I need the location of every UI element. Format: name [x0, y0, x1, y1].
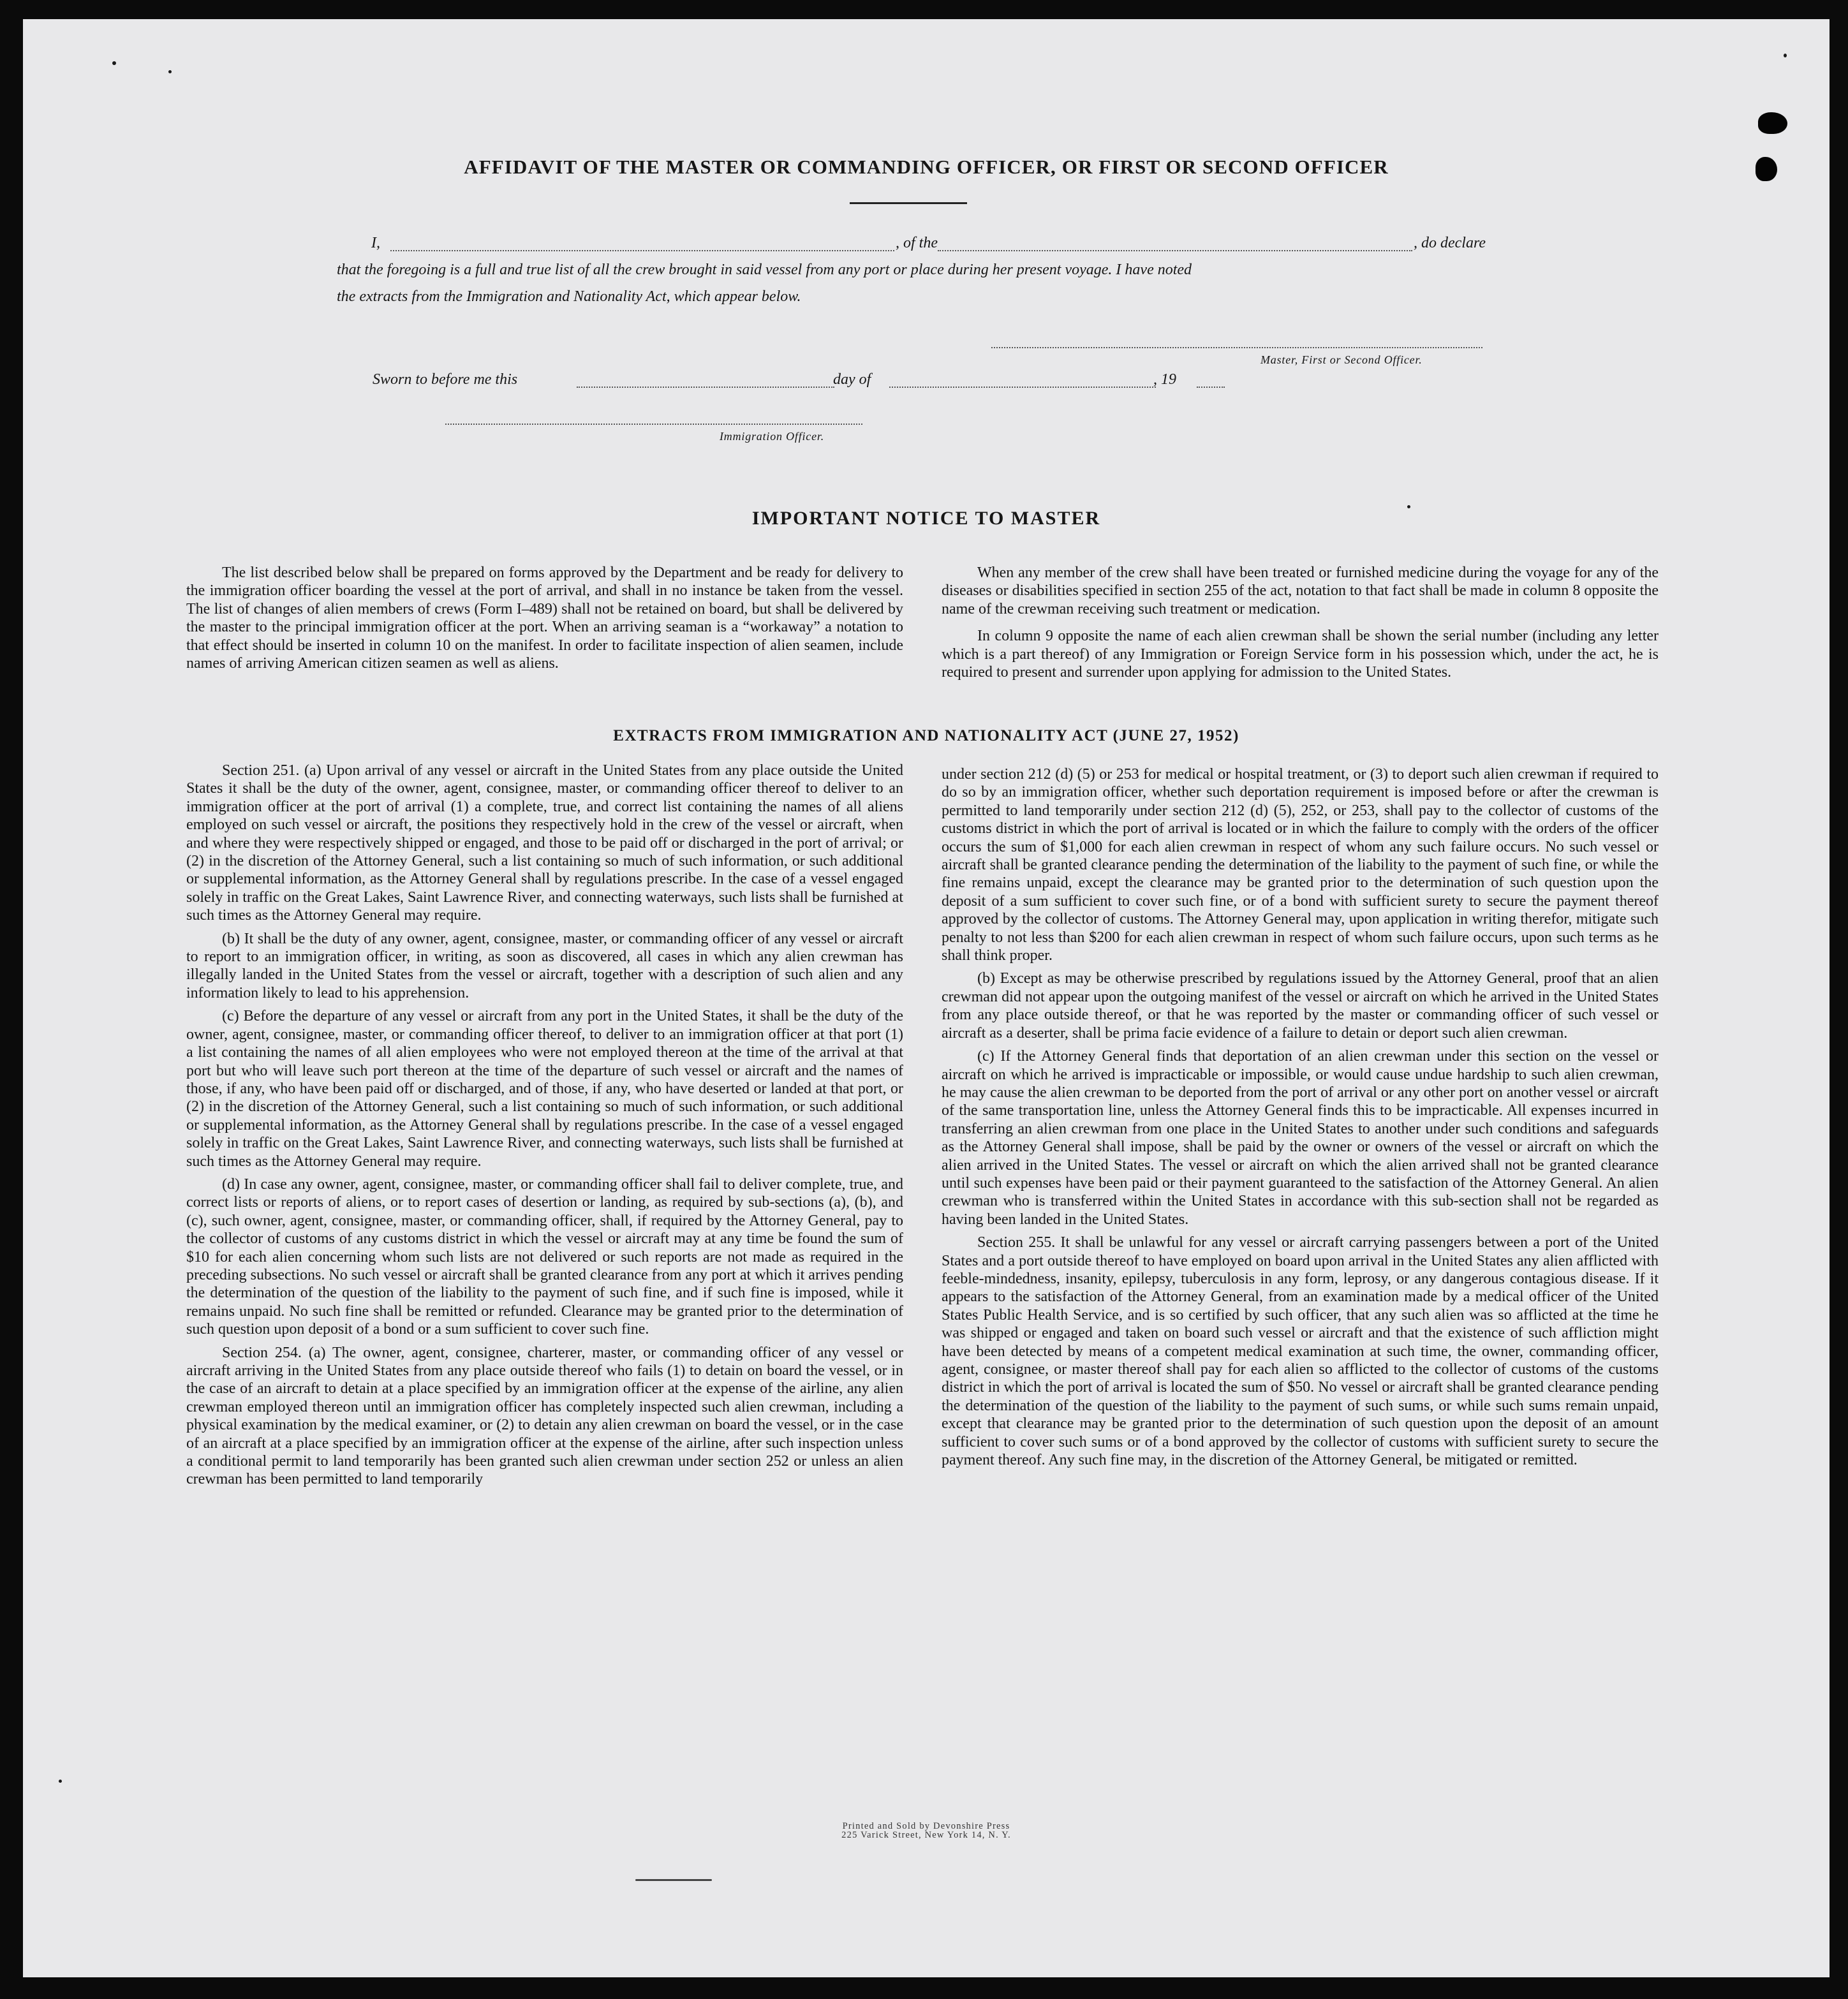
notice-left-paragraph: The list described below shall be prepared on forms approved by the Department and be ready for delivery to the immigration officer boarding the vessel at the port of arrival, and shall in no instance be taken from the vessel. The list of changes of alien members of crews (Form I–489) shall not be retained on board, but shall be delivered by the master to the principal immigration officer at the port. When an arriving seaman is a “workaway” a notation to that effect should be inserted in column 10 on the manifest. In order to facilitate inspection of alien seamen, include names of arriving American citizen seamen as well as aliens.	[186, 564, 903, 672]
officer-signature-label: Immigration Officer.	[720, 430, 824, 443]
sworn-month-field[interactable]	[889, 387, 1156, 388]
section-251-d: (d) In case any owner, agent, consignee, master, or commanding officer shall fail to deliver complete, true, and correct lists or reports of aliens, or to report cases of desertion or landing, as required by sub-sections (a), (b), and (c), such owner, agent, consignee, master, or commanding officer, shall, if required by the Attorney General, pay to the collector of customs of any customs district in which the vessel or aircraft may at any time be found the sum of $10 for each alien concerning whom such lists are not delivered or such reports are not made as required in the preceding subsections. No such vessel or aircraft shall be granted clearance from any port at which it arrives pending the determination of the question of the liability to the payment of such fine, and if such fine is imposed, while it remains unpaid. No such fine shall be remitted or refunded. Clearance may be granted prior to the determination of such question upon deposit of a bond or a sum sufficient to cover such fine.	[186, 1176, 903, 1338]
vessel-name-field[interactable]	[938, 250, 1412, 251]
sworn-year-field[interactable]	[1197, 387, 1225, 388]
declaration-line-3: the extracts from the Immigration and Nationality Act, which appear below.	[337, 288, 801, 305]
notice-right-paragraph: When any member of the crew shall have been treated or furnished medicine during the voyage for any of the diseases or disabilities specified in section 255 of the act, notation to that fact shall be made in column 8 opposite the name of the crewman receiving such treatment or medication.	[942, 564, 1659, 617]
declarant-i-label: I,	[371, 235, 380, 251]
printer-imprint	[23, 1822, 1830, 1840]
scan-speck	[1784, 54, 1787, 57]
notice-left-column	[186, 564, 903, 672]
title-rule	[850, 202, 967, 204]
scan-speck	[112, 61, 116, 65]
printer-imprint-line-2: 225 Varick Street, New York 14, N. Y.	[841, 1830, 1011, 1840]
extracts-right-column	[942, 765, 1659, 1469]
notice-right-paragraph: In column 9 opposite the name of each alien crewman shall be shown the serial number (including any letter which is a part thereof) of any Immigration or Foreign Service form in his possession which, under the act, he is required to present and surrender upon applying for admission to the United States.	[942, 628, 1659, 681]
notice-title: IMPORTANT NOTICE TO MASTER	[751, 508, 1101, 529]
notice-right-column	[942, 564, 1659, 681]
do-declare-label: , do declare	[1414, 235, 1486, 251]
master-signature-label: Master, First or Second Officer.	[1260, 353, 1423, 366]
master-signature-line[interactable]	[991, 347, 1482, 348]
sworn-label: Sworn to before me this	[373, 371, 518, 388]
officer-signature-line[interactable]	[445, 424, 862, 425]
section-251-c: (c) Before the departure of any vessel or aircraft from any port in the United States, it shall be the duty of the owner, agent, consignee, master, or commanding officer thereof, to deliver to an immigration officer at that port (1) a list containing the names of all alien employees who were not employed thereon at the time of the arrival at that port but who will leave such port thereon at the time of the departure of such vessel or aircraft and the names of those, if any, who have been paid off or discharged, and of those, if any, who have deserted or landed at that port, or (2) in the discretion of the Attorney General, such a list containing so much of such information, or such additional or supplemental information, as the Attorney General shall by regulations prescribe. In the case of a vessel engaged solely in traffic on the Great Lakes, Saint Lawrence River, and connecting waterways, such lists shall be furnished at such times as the Attorney General may require.	[186, 1008, 903, 1170]
section-251-a: Section 251. (a) Upon arrival of any vessel or aircraft in the United States from any place outside the United States it shall be the duty of the owner, agent, consignee, master, or commanding officer thereof to deliver to an immigration officer at the port of arrival (1) a complete, true, and correct list containing the names of all aliens employed on such vessel or aircraft, the positions they respectively hold in the crew of the vessel or aircraft, when and where they were respectively shipped or engaged, and those to be paid off or discharged in the port of arrival; or (2) in the discretion of the Attorney General, such a list containing so much of such information, or such additional or supplemental information, as the Attorney General shall by regulations prescribe. In the case of a vessel engaged solely in traffic on the Great Lakes, Saint Lawrence River, and connecting waterways, such lists shall be furnished at such times as the Attorney General may require.	[186, 762, 903, 924]
section-254-a-continued: under section 212 (d) (5) or 253 for medical or hospital treatment, or (3) to deport such alien crewman if required to do so by an immigration officer, whether such deportation requirement is imposed before or after the crewman is permitted to land temporarily under section 212 (d) (5), 252, or 253, shall pay to the collector of customs of the customs district in which the port of arrival is located or in which the failure to comply with the orders of the officer occurs the sum of $1,000 for each alien crewman in respect of whom any such failure occurs. No such vessel or aircraft shall be granted clearance pending the determination of the liability to the payment of such fine, or while the fine remains unpaid, except the clearance may be granted prior to the determination of such question upon the deposit of a sum sufficient to cover such fine, or of a bond with sufficient surety to secure the payment thereof approved by the collector of customs. The Attorney General may, upon application in writing therefor, mitigate such penalty to not less than $200 for each alien crewman in respect of whom such failure occurs, upon such terms as he shall think proper.	[942, 766, 1659, 964]
printer-imprint-line-1: Printed and Sold by Devonshire Press	[842, 1821, 1010, 1831]
day-of-label: day of	[833, 371, 871, 388]
section-254-a: Section 254. (a) The owner, agent, consignee, charterer, master, or commanding officer of any vessel or aircraft arriving in the United States from any place outside thereof who fails (1) to detain on board the vessel, or in the case of an aircraft to detain at a place specified by an immigration officer at the expense of the airline, any alien crewman employed thereon until an immigration officer has completely inspected such alien crewman, including a physical examination by the medical examiner, or (2) to detain any alien crewman on board the vessel, or in the case of an aircraft at a place specified by an immigration officer at the expense of the airline, after such inspection unless a conditional permit to land temporarily has been granted such alien crewman under section 252 or unless an alien crewman has been permitted to land temporarily	[186, 1344, 903, 1488]
document-page	[23, 19, 1830, 1977]
affidavit-title: AFFIDAVIT OF THE MASTER OR COMMANDING OFFICER, OR FIRST OR SECOND OFFICER	[464, 156, 1389, 178]
scan-line	[635, 1879, 712, 1881]
year-label: , 19	[1153, 371, 1176, 388]
of-the-label: , of the	[896, 235, 938, 251]
sworn-day-field[interactable]	[577, 387, 834, 388]
scan-speck	[59, 1780, 62, 1783]
section-254-c: (c) If the Attorney General finds that deportation of an alien crewman under this section on the vessel or aircraft on which he arrived is impracticable or impossible, or would cause undue hardship to such alien crewman, he may cause the alien crewman to be deported from the port of arrival or any other port on another vessel or aircraft of the same transportation line, unless the Attorney General finds this to be impracticable. All expenses incurred in transferring an alien crewman from one place in the United States to another under such conditions and safeguards as the Attorney General shall impose, shall be paid by the owner or owners of the vessel or aircraft on which the alien arrived in the United States. The vessel or aircraft on which the alien arrived shall not be granted clearance until such expenses have been paid or their payment guaranteed to the satisfaction of the Attorney General. An alien crewman who is transferred within the United States in accordance with this sub-section shall not be regarded as having been landed in the United States.	[942, 1048, 1659, 1228]
declaration-line-2: that the foregoing is a full and true list of all the crew brought in said vessel from any port or place during her present voyage. I have noted	[337, 262, 1192, 278]
punch-hole-mark	[1758, 112, 1787, 134]
section-251-b: (b) It shall be the duty of any owner, agent, consignee, master, or commanding officer of any vessel or aircraft to report to an immigration officer, in writing, as soon as discovered, all cases in which any alien crewman has illegally landed in the United States from the vessel or aircraft, together with a description of such alien and any information likely to lead to his apprehension.	[186, 930, 903, 1001]
extracts-left-column	[186, 762, 903, 1489]
punch-hole-mark	[1756, 157, 1777, 181]
scan-speck	[1407, 505, 1410, 508]
scan-speck	[168, 70, 172, 73]
section-255: Section 255. It shall be unlawful for any vessel or aircraft carrying passengers between a port of the United States and a port outside thereof to have employed on board upon arrival in the United States any alien afflicted with feeble-mindedness, insanity, epilepsy, tuberculosis in any form, leprosy, or any dangerous contagious disease. If it appears to the satisfaction of the Attorney General, from an examination made by a medical officer of the United States Public Health Service, and is so certified by such officer, that any such alien was so afflicted at the time he was shipped or engaged and taken on board such vessel or aircraft and that the existence of such affliction might have been detected by means of a competent medical examination at such time, the owner, commanding officer, agent, consignee, or master thereof shall pay for each alien so afflicted to the collector of customs of the customs district in which the port of arrival is located the sum of $50. No vessel or aircraft shall be granted clearance pending the determination of the question of the liability to the payment of such sums, or while such sums remain unpaid, except that clearance may be granted prior to the determination of such question upon the deposit of an amount sufficient to cover such sums or of a bond approved by the collector of customs with sufficient surety to secure the payment thereof. Any such fine may, in the discretion of the Attorney General, be mitigated or remitted.	[942, 1234, 1659, 1469]
declarant-name-field[interactable]	[390, 250, 894, 251]
section-254-b: (b) Except as may be otherwise prescribed by regulations issued by the Attorney General, proof that an alien crewman did not appear upon the outgoing manifest of the vessel or aircraft on which he arrived in the United States from any place outside thereof, or that he was reported by the master or commanding officer of such vessel or aircraft as a deserter, shall be prima facie evidence of a failure to detain or deport such alien crewman.	[942, 970, 1659, 1042]
extracts-title: EXTRACTS FROM IMMIGRATION AND NATIONALITY ACT (JUNE 27, 1952)	[613, 727, 1239, 744]
